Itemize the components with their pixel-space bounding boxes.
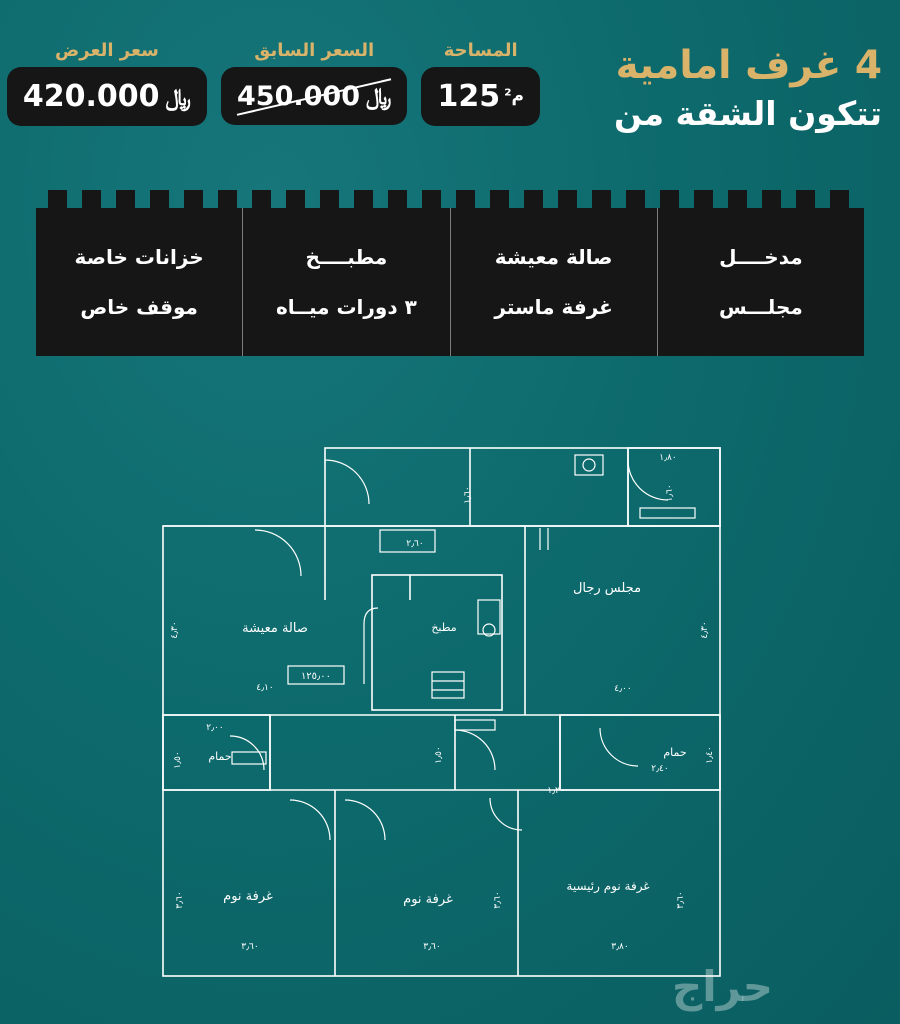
offer-price-group (7, 40, 207, 126)
area-caption: المساحة (443, 40, 518, 61)
crenel-tooth (830, 190, 849, 208)
svg-text:١٫٦٠: ١٫٦٠ (665, 484, 675, 502)
room-label-bed2: غرفة نوم (403, 892, 453, 907)
room-label-living: صالة معيشة (242, 621, 308, 636)
feature-item: صالة معيشة (494, 245, 613, 269)
svg-text:١٫٥٠: ١٫٥٠ (173, 751, 183, 769)
crenel-tooth (286, 190, 305, 208)
crenel-tooth (626, 190, 645, 208)
price-chip-row (7, 40, 540, 126)
crenel-tooth (558, 190, 577, 208)
svg-text:٤٫١٠: ٤٫١٠ (256, 683, 274, 693)
room-label-bed1: غرفة نوم (223, 889, 273, 904)
watermark: حراج (672, 962, 774, 1011)
crenel-tooth (490, 190, 509, 208)
crenel-tooth (116, 190, 135, 208)
offer-price-value: 420.000 (22, 79, 160, 114)
feature-column-1 (657, 208, 864, 356)
feature-item: مجلـــس (719, 295, 803, 319)
crenel-tooth (354, 190, 373, 208)
feature-column-3 (242, 208, 449, 356)
crenel-tooth (48, 190, 67, 208)
riyal-icon: ﷼ (365, 84, 392, 110)
crenel-tooth (762, 190, 781, 208)
svg-text:٤٫٣٠: ٤٫٣٠ (700, 621, 710, 639)
area-unit: م² (504, 86, 524, 106)
old-price-chip (221, 67, 407, 125)
floor-plan (0, 400, 900, 1024)
crenel-tooth (524, 190, 543, 208)
headline-block (613, 43, 882, 133)
crenel-tooth (422, 190, 441, 208)
feature-item: موقف خاص (80, 295, 198, 319)
room-label-majlis: مجلس رجال (572, 581, 642, 596)
feature-item: غرفة ماستر (494, 295, 613, 319)
svg-text:٢٫٤٠: ٢٫٤٠ (651, 764, 669, 774)
feature-column-4 (36, 208, 242, 356)
svg-text:١٫٤٠: ١٫٤٠ (705, 746, 715, 764)
room-label-bath2: حمام (663, 746, 687, 759)
svg-text:٢٫٠٠: ٢٫٠٠ (206, 723, 224, 733)
area-chip (421, 67, 540, 126)
svg-text:٤٫٣٠: ٤٫٣٠ (170, 621, 180, 639)
crenellation-decor (36, 190, 864, 208)
area-value: 125 (437, 79, 501, 114)
svg-text:٣٫٦٠: ٣٫٦٠ (175, 891, 185, 909)
svg-text:١٫٢٠: ١٫٢٠ (547, 786, 565, 796)
feature-item: مطبــــخ (305, 245, 388, 269)
crenel-tooth (150, 190, 169, 208)
promo-header (0, 0, 900, 382)
room-label-bath1: حمام (208, 750, 232, 763)
subtitle: تتكون الشقة من (613, 93, 882, 133)
crenel-tooth (82, 190, 101, 208)
svg-text:٢٫٦٠: ٢٫٦٠ (406, 539, 424, 549)
crenel-tooth (694, 190, 713, 208)
crenel-tooth (796, 190, 815, 208)
offer-price-chip (7, 67, 207, 126)
offer-price-caption: سعر العرض (55, 40, 159, 61)
crenel-tooth (218, 190, 237, 208)
area-chip-group (421, 40, 540, 126)
features-list (36, 208, 864, 356)
svg-text:٣٫٦٠: ٣٫٦٠ (241, 942, 259, 952)
svg-text:٣٫٦٠: ٣٫٦٠ (423, 942, 441, 952)
svg-text:١٫٥٠: ١٫٥٠ (434, 746, 444, 764)
svg-text:١٫٦٠: ١٫٦٠ (463, 486, 473, 504)
old-price-group (221, 40, 407, 125)
plan-area-label: ١٢٥٫٠٠ (300, 671, 332, 682)
svg-text:٣٫٦٠: ٣٫٦٠ (493, 891, 503, 909)
features-panel (36, 190, 864, 356)
crenel-tooth (660, 190, 679, 208)
crenel-tooth (388, 190, 407, 208)
feature-column-2 (450, 208, 657, 356)
svg-text:٤٫٠٠: ٤٫٠٠ (614, 684, 632, 694)
svg-text:١٫٨٠: ١٫٨٠ (659, 453, 677, 463)
feature-item: ٣ دورات ميــاه (275, 295, 417, 319)
crenel-tooth (592, 190, 611, 208)
riyal-icon: ﷼ (165, 84, 191, 111)
svg-text:٣٫٦٠: ٣٫٦٠ (676, 891, 686, 909)
old-price-caption: السعر السابق (254, 40, 375, 61)
feature-item: خزانات خاصة (74, 245, 204, 269)
svg-text:٣٫٨٠: ٣٫٨٠ (611, 942, 629, 952)
room-label-master: غرفة نوم رئيسية (566, 879, 650, 893)
crenel-tooth (320, 190, 339, 208)
room-label-kitchen: مطبخ (431, 621, 457, 634)
crenel-tooth (456, 190, 475, 208)
old-price-value: 450.000 (237, 80, 360, 112)
feature-item: مدخــــل (719, 245, 803, 269)
crenel-tooth (252, 190, 271, 208)
crenel-tooth (184, 190, 203, 208)
crenel-tooth (728, 190, 747, 208)
page-title: 4 غرف امامية (615, 43, 882, 88)
